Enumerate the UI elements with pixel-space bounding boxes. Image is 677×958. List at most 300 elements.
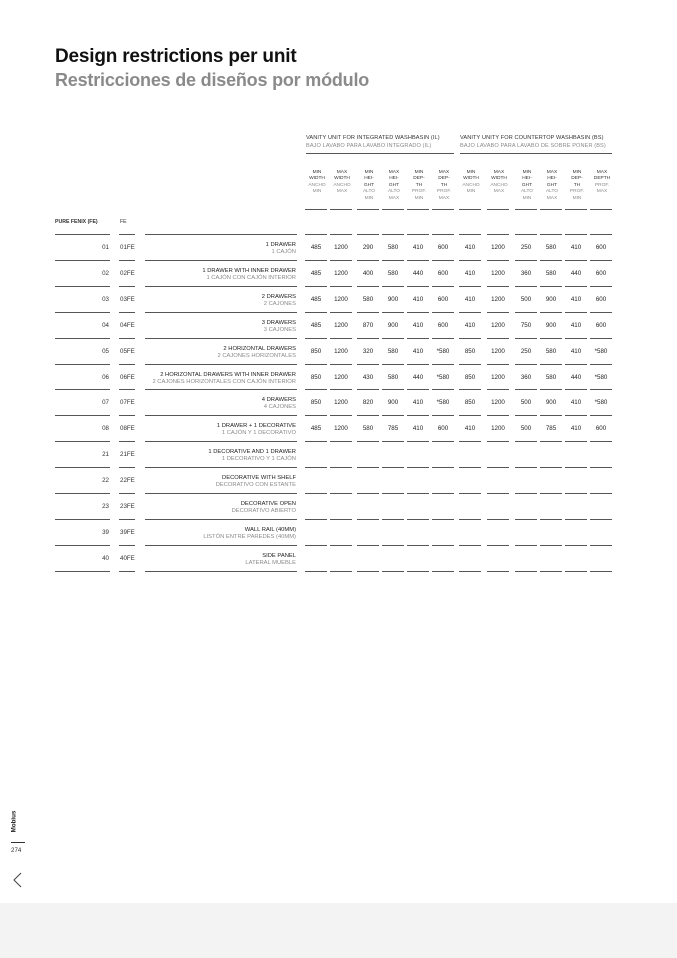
row-divider (432, 545, 454, 546)
value-cell: 410 (570, 321, 582, 329)
row-divider (407, 286, 429, 287)
row-divider (357, 286, 379, 287)
row-divider (119, 260, 135, 261)
row-divider (459, 545, 481, 546)
row-divider (55, 389, 110, 390)
value-cell: 580 (545, 269, 557, 277)
value-cell: 485 (310, 321, 322, 329)
value-cell: 580 (387, 373, 399, 381)
unit-code: 40 (102, 554, 109, 562)
value-cell: 410 (412, 399, 424, 407)
unit-code: 39 (102, 528, 109, 536)
fe-header: FE (120, 219, 127, 225)
row-divider (432, 467, 454, 468)
column-header-en: HEI- (364, 176, 374, 182)
row-divider (590, 338, 612, 339)
value-cell: 410 (412, 425, 424, 433)
row-divider (432, 338, 454, 339)
row-divider (305, 415, 327, 416)
row-divider (119, 312, 135, 313)
row-divider (487, 338, 509, 339)
value-cell: *580 (594, 399, 608, 407)
row-divider (330, 571, 352, 572)
unit-description-en: 2 HORIZONTAL DRAWERS (223, 345, 296, 352)
row-divider (382, 286, 404, 287)
column-header (331, 170, 353, 196)
row-divider (487, 260, 509, 261)
value-cell: 500 (520, 399, 532, 407)
row-divider (305, 364, 327, 365)
row-divider (119, 364, 135, 365)
row-divider (565, 493, 587, 494)
column-header-en: WIDTH (309, 176, 325, 182)
row-divider (540, 519, 562, 520)
row-divider (565, 286, 587, 287)
row-divider (590, 571, 612, 572)
row-divider (432, 286, 454, 287)
value-cell: 580 (362, 295, 374, 303)
column-header-en: DEPTH (593, 176, 611, 182)
row-divider (145, 364, 297, 365)
unit-description-es: LISTÓN ENTRE PAREDES (40MM) (203, 533, 296, 540)
column-header-es: MAX (493, 189, 505, 195)
row-divider (590, 286, 612, 287)
row-divider (590, 493, 612, 494)
unit-description (145, 268, 296, 282)
row-divider (407, 389, 429, 390)
value-cell: 410 (570, 399, 582, 407)
column-header-es: ANCHO (333, 182, 351, 188)
row-divider (407, 467, 429, 468)
row-divider (382, 493, 404, 494)
column-header-en: MIN (312, 170, 322, 175)
row-divider (330, 519, 352, 520)
value-cell: 850 (310, 399, 322, 407)
unit-code: 02 (102, 269, 109, 277)
column-header-es: MIN (572, 195, 582, 201)
row-divider (590, 312, 612, 313)
row-divider (515, 260, 537, 261)
value-cell: 485 (310, 295, 322, 303)
row-divider (357, 338, 379, 339)
value-cell: 580 (387, 347, 399, 355)
row-divider (357, 234, 379, 235)
row-divider (145, 545, 297, 546)
row-divider (407, 493, 429, 494)
value-cell: 600 (595, 321, 607, 329)
value-cell: 1200 (491, 244, 505, 251)
row-divider (119, 519, 135, 520)
row-divider (515, 209, 537, 210)
column-header-es: MAX (388, 195, 400, 201)
row-divider (330, 389, 352, 390)
value-cell: 900 (387, 399, 399, 407)
row-divider (119, 389, 135, 390)
row-divider (305, 493, 327, 494)
value-cell: 1200 (491, 399, 505, 407)
value-cell: 1200 (334, 347, 348, 355)
row-divider (330, 234, 352, 235)
row-divider (565, 209, 587, 210)
row-divider (330, 312, 352, 313)
value-cell: 1200 (334, 321, 348, 329)
unit-code: 07 (102, 399, 109, 407)
column-header-es: ANCHO (490, 182, 508, 188)
value-cell: 850 (464, 373, 476, 381)
value-cell: 900 (545, 399, 557, 407)
value-cell: 1200 (334, 295, 348, 303)
row-divider (382, 260, 404, 261)
column-header-es: ANCHO (462, 182, 480, 188)
unit-description (145, 397, 296, 411)
column-header-en: TH (440, 182, 448, 188)
unit-fe-code: 05FE (120, 347, 135, 355)
value-cell: 1200 (334, 244, 348, 251)
row-divider (55, 286, 110, 287)
row-divider (565, 312, 587, 313)
row-divider (459, 467, 481, 468)
value-cell: *580 (594, 373, 608, 381)
value-cell: 250 (520, 244, 532, 251)
group-header-integrated (306, 134, 440, 150)
value-cell: 360 (520, 269, 532, 277)
row-divider (382, 338, 404, 339)
value-cell: 410 (412, 321, 424, 329)
row-divider (515, 389, 537, 390)
row-divider (55, 571, 110, 572)
row-divider (540, 467, 562, 468)
row-divider (145, 467, 297, 468)
column-header-es: ANCHO (308, 182, 326, 188)
row-divider (515, 519, 537, 520)
row-divider (565, 389, 587, 390)
row-divider (382, 467, 404, 468)
row-divider (432, 415, 454, 416)
row-divider (565, 260, 587, 261)
row-divider (55, 545, 110, 546)
value-cell: 850 (310, 347, 322, 355)
unit-fe-code: 03FE (120, 295, 135, 303)
unit-code: 06 (102, 373, 109, 381)
value-cell: 785 (545, 425, 557, 433)
row-divider (145, 519, 297, 520)
unit-description-en: WALL RAIL (40MM) (244, 526, 296, 533)
column-header-en: DEP- (571, 176, 583, 182)
row-divider (432, 441, 454, 442)
row-divider (305, 260, 327, 261)
page-title: Design restrictions per unit (55, 46, 297, 67)
unit-description-en: 1 DECORATIVE AND 1 DRAWER (208, 449, 296, 456)
row-divider (515, 286, 537, 287)
row-divider (55, 312, 110, 313)
value-cell: 485 (310, 244, 322, 251)
column-header-en: GHT (388, 182, 400, 188)
group-rule (306, 153, 454, 154)
column-header (383, 170, 405, 202)
row-divider (145, 286, 297, 287)
value-cell: 410 (570, 244, 582, 251)
value-cell: 290 (362, 244, 374, 251)
value-cell: 600 (437, 321, 449, 329)
row-divider (145, 441, 297, 442)
group-rule (460, 153, 612, 154)
unit-description-es: 1 DECORATIVO Y 1 CAJÓN (221, 456, 296, 463)
row-divider (119, 415, 135, 416)
row-divider (119, 571, 135, 572)
unit-description (145, 527, 296, 541)
unit-description-en: DECORATIVE WITH SHELF (222, 475, 296, 482)
unit-fe-code: 22FE (120, 477, 135, 485)
unit-description-es: 1 CAJÓN Y 1 DECORATIVO (221, 430, 296, 437)
value-cell: 870 (362, 321, 374, 329)
unit-description (145, 346, 296, 360)
column-header-es: MIN (522, 195, 532, 201)
group-title-es: BAJO LAVABO PARA LAVABO INTEGRADO (IL) (306, 143, 432, 149)
row-divider (305, 519, 327, 520)
value-cell: *580 (436, 347, 450, 355)
column-header-es: MIN (414, 195, 424, 201)
row-divider (590, 209, 612, 210)
row-divider (459, 441, 481, 442)
row-divider (515, 467, 537, 468)
row-divider (119, 545, 135, 546)
row-divider (459, 286, 481, 287)
column-header-en: MIN (414, 170, 424, 175)
group-header-countertop (460, 134, 606, 150)
row-divider (432, 571, 454, 572)
row-divider (305, 312, 327, 313)
value-cell: 1200 (491, 321, 505, 329)
row-divider (119, 234, 135, 235)
row-divider (432, 364, 454, 365)
value-cell: 900 (545, 321, 557, 329)
column-header (516, 170, 538, 202)
unit-description-en: DECORATIVE OPEN (240, 501, 296, 507)
value-cell: 410 (464, 269, 476, 277)
row-divider (55, 467, 110, 468)
row-divider (357, 493, 379, 494)
value-cell: 410 (464, 425, 476, 433)
unit-fe-code: 39FE (120, 528, 135, 536)
row-divider (540, 441, 562, 442)
value-cell: 600 (437, 295, 449, 303)
column-header-en: MIN (572, 170, 582, 175)
value-cell: *580 (594, 347, 608, 355)
row-divider (590, 467, 612, 468)
page-number: 274 (11, 847, 22, 854)
row-divider (540, 209, 562, 210)
unit-code: 01 (102, 244, 109, 251)
row-divider (305, 467, 327, 468)
row-divider (515, 364, 537, 365)
column-header-es: ALTO (520, 189, 534, 195)
column-header-en: MIN (522, 170, 532, 175)
row-divider (357, 389, 379, 390)
column-header-es: PROF. (411, 189, 427, 195)
row-divider (459, 415, 481, 416)
row-divider (407, 545, 429, 546)
row-divider (565, 364, 587, 365)
row-divider (565, 545, 587, 546)
column-header-es: MAX (336, 189, 348, 195)
row-divider (407, 571, 429, 572)
chevron-left-icon[interactable] (11, 871, 25, 889)
group-title-en: VANITY UNITY FOR COUNTERTOP WASHBASIN (BS) (460, 135, 604, 141)
row-divider (330, 545, 352, 546)
row-divider (487, 234, 509, 235)
row-divider (459, 234, 481, 235)
value-cell: 500 (520, 425, 532, 433)
row-divider (407, 312, 429, 313)
row-divider (565, 571, 587, 572)
row-divider (540, 415, 562, 416)
value-cell: 580 (387, 244, 399, 251)
row-divider (590, 415, 612, 416)
value-cell: 320 (362, 347, 374, 355)
row-divider (330, 364, 352, 365)
row-divider (515, 415, 537, 416)
row-divider (590, 519, 612, 520)
row-divider (305, 389, 327, 390)
row-divider (119, 493, 135, 494)
value-cell: 410 (570, 425, 582, 433)
row-divider (382, 415, 404, 416)
unit-description-es: 2 CAJONES HORIZONTALES (217, 352, 296, 359)
row-divider (590, 260, 612, 261)
value-cell: 500 (520, 295, 532, 303)
row-divider (487, 415, 509, 416)
unit-description-en: 1 DRAWER + 1 DECORATIVE (216, 423, 296, 430)
row-divider (357, 260, 379, 261)
row-divider (330, 286, 352, 287)
row-divider (459, 260, 481, 261)
unit-fe-code: 02FE (120, 269, 135, 277)
value-cell: 580 (545, 244, 557, 251)
column-header-en: HEI- (547, 176, 557, 182)
footer-band (0, 903, 677, 958)
row-divider (515, 234, 537, 235)
column-header-es: MIN (312, 189, 322, 195)
value-cell: 900 (387, 321, 399, 329)
value-cell: 1200 (491, 269, 505, 277)
row-divider (305, 441, 327, 442)
unit-code: 03 (102, 295, 109, 303)
page-subtitle: Restricciones de diseños por módulo (55, 70, 370, 90)
column-header-en: WIDTH (334, 176, 350, 182)
unit-code: 05 (102, 347, 109, 355)
row-divider (487, 441, 509, 442)
column-header-en: GHT (521, 182, 533, 188)
row-divider (330, 415, 352, 416)
row-divider (540, 234, 562, 235)
row-divider (487, 389, 509, 390)
unit-description-es: 1 CAJÓN CON CAJÓN INTERIOR (206, 274, 296, 281)
row-divider (119, 467, 135, 468)
value-cell: 580 (545, 373, 557, 381)
row-divider (459, 338, 481, 339)
row-divider (432, 260, 454, 261)
row-divider (515, 571, 537, 572)
column-header-es: PROF. (569, 189, 585, 195)
row-divider (459, 493, 481, 494)
column-header-en: MAX (438, 170, 450, 175)
row-divider (459, 364, 481, 365)
row-divider (407, 415, 429, 416)
column-header-en: MAX (493, 170, 505, 175)
unit-description-en: 3 DRAWERS (261, 319, 296, 326)
column-header-es: ALTO (362, 189, 376, 195)
value-cell: 410 (464, 244, 476, 251)
value-cell: *580 (436, 373, 450, 381)
row-divider (55, 493, 110, 494)
row-divider (382, 234, 404, 235)
row-divider (515, 338, 537, 339)
row-divider (540, 493, 562, 494)
value-cell: 440 (412, 373, 424, 381)
row-divider (515, 312, 537, 313)
row-divider (145, 338, 297, 339)
row-divider (382, 389, 404, 390)
row-divider (145, 260, 297, 261)
row-divider (515, 493, 537, 494)
value-cell: 600 (437, 244, 449, 251)
value-cell: 580 (545, 347, 557, 355)
unit-description-en: 1 DRAWER (265, 242, 296, 248)
row-divider (407, 441, 429, 442)
row-divider (540, 389, 562, 390)
column-header (460, 170, 482, 196)
divider (11, 842, 25, 843)
row-divider (590, 234, 612, 235)
value-cell: 485 (310, 425, 322, 433)
row-divider (565, 234, 587, 235)
row-divider (407, 519, 429, 520)
row-divider (382, 571, 404, 572)
column-header-en: MIN (364, 170, 374, 175)
row-divider (382, 519, 404, 520)
row-divider (487, 286, 509, 287)
column-header (591, 170, 613, 196)
unit-fe-code: 04FE (120, 321, 135, 329)
unit-code: 21 (102, 451, 109, 459)
row-divider (145, 389, 297, 390)
unit-description (145, 449, 296, 463)
value-cell: 360 (520, 373, 532, 381)
value-cell: 600 (595, 295, 607, 303)
row-divider (590, 389, 612, 390)
row-divider (305, 209, 327, 210)
row-divider (145, 571, 297, 572)
row-divider (407, 364, 429, 365)
row-divider (119, 338, 135, 339)
column-header-en: MIN (466, 170, 476, 175)
unit-description-es: 2 CAJONES HORIZONTALES CON CAJÓN INTERIOR (152, 378, 296, 385)
row-divider (459, 389, 481, 390)
column-header-en: GHT (546, 182, 558, 188)
unit-description-en: 1 DRAWER WITH INNER DRAWER (202, 267, 296, 274)
unit-description (145, 242, 296, 256)
row-divider (432, 389, 454, 390)
row-divider (55, 338, 110, 339)
unit-description-es: DECORATIVO ABIERTO (231, 508, 296, 514)
unit-fe-code: 07FE (120, 399, 135, 407)
row-divider (407, 338, 429, 339)
row-divider (382, 312, 404, 313)
row-divider (432, 234, 454, 235)
unit-description (145, 475, 296, 489)
column-header-es: PROF. (594, 182, 610, 188)
row-divider (305, 545, 327, 546)
